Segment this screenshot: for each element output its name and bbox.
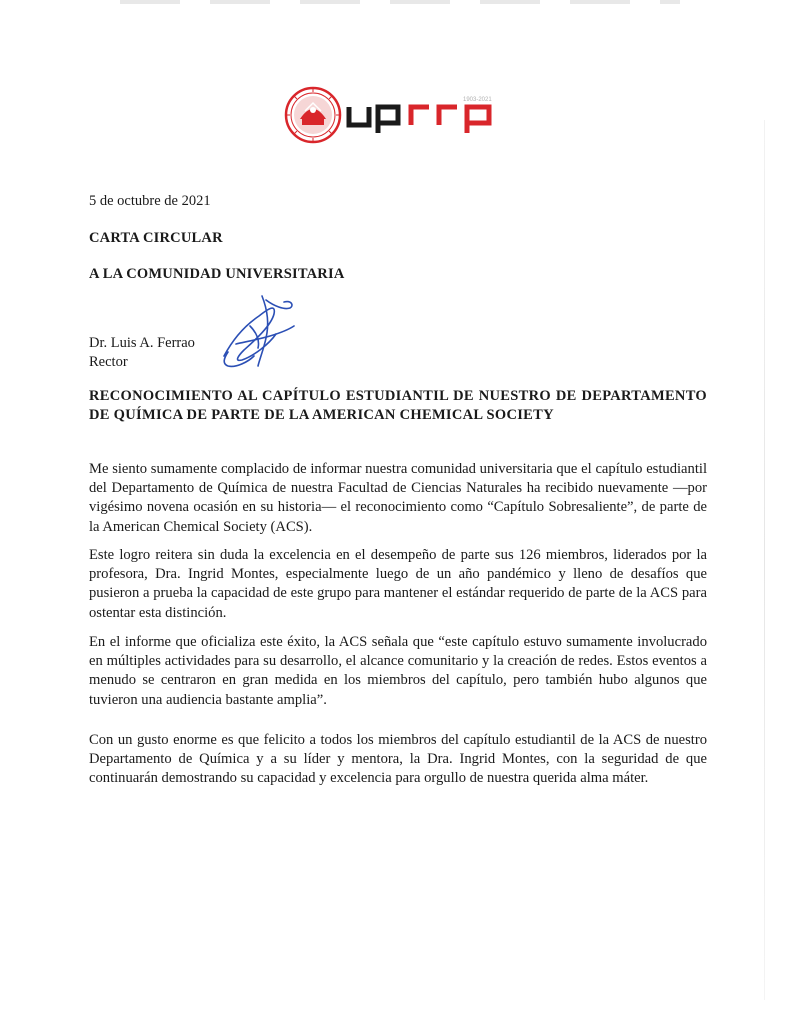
scan-edge [764,120,765,1000]
letter-subject: RECONOCIMIENTO AL CAPÍTULO ESTUDIANTIL DE NUESTRO DE DEPARTAMENTO DE QUÍMICA DE PARTE DE LA AMERICAN CHEMICAL SOCIETY [89,388,707,423]
sender-title: Rector [89,354,128,370]
uprrp-wordmark [349,107,489,133]
logo-small-text: 1903-2021 [463,97,492,103]
body-paragraph: Con un gusto enorme es que felicito a todos los miembros del capítulo estudiantil de la ACS de nuestro Departamento de Química y a su líder y mentora, la Dra. Ingrid Montes, con la seguridad de que continuarán demostrando su capacidad y excelencia para orgullo de nuestra querida alma máter. [89,732,707,787]
recipient-line: A LA COMUNIDAD UNIVERSITARIA [89,266,345,282]
scan-artifact [120,0,680,4]
sender-block [89,334,195,372]
university-seal-icon [286,88,340,142]
body-paragraph: En el informe que oficializa este éxito, la ACS señala que “este capítulo estuvo sumamente involucrado en múltiples actividades para su desarrollo, el alcance comunitario y la creación de redes. Estos eventos a menudo se centraron en gran medida en los miembros del capítulo, pero también hubo algunos que tuvieron una audiencia bastante amplia”. [89,634,707,708]
body-paragraph: Este logro reitera sin duda la excelencia en el desempeño de parte sus 126 miembros, liderados por la profesora, Dra. Ingrid Montes, especialmente luego de un año pandémico y lleno de desafíos que pusieron a prueba la capacidad de este grupo para mantener el estándar requerido de parte de la ACS para ostentar esta distinción. [89,547,707,621]
circular-label: CARTA CIRCULAR [89,230,223,246]
uprrp-logo [283,85,508,145]
sender-name: Dr. Luis A. Ferrao [89,335,195,351]
body-paragraph: Me siento sumamente complacido de informar nuestra comunidad universitaria que el capítulo estudiantil del Departamento de Química de nuestra Facultad de Ciencias Naturales ha recibido nuevamente —por vigésimo novena ocasión en su historia— el reconocimiento como “Capítulo Sobresaliente”, de parte de la American Chemical Society (ACS). [89,461,707,535]
signature-image [214,286,304,376]
letter-date: 5 de octubre de 2021 [89,193,211,209]
